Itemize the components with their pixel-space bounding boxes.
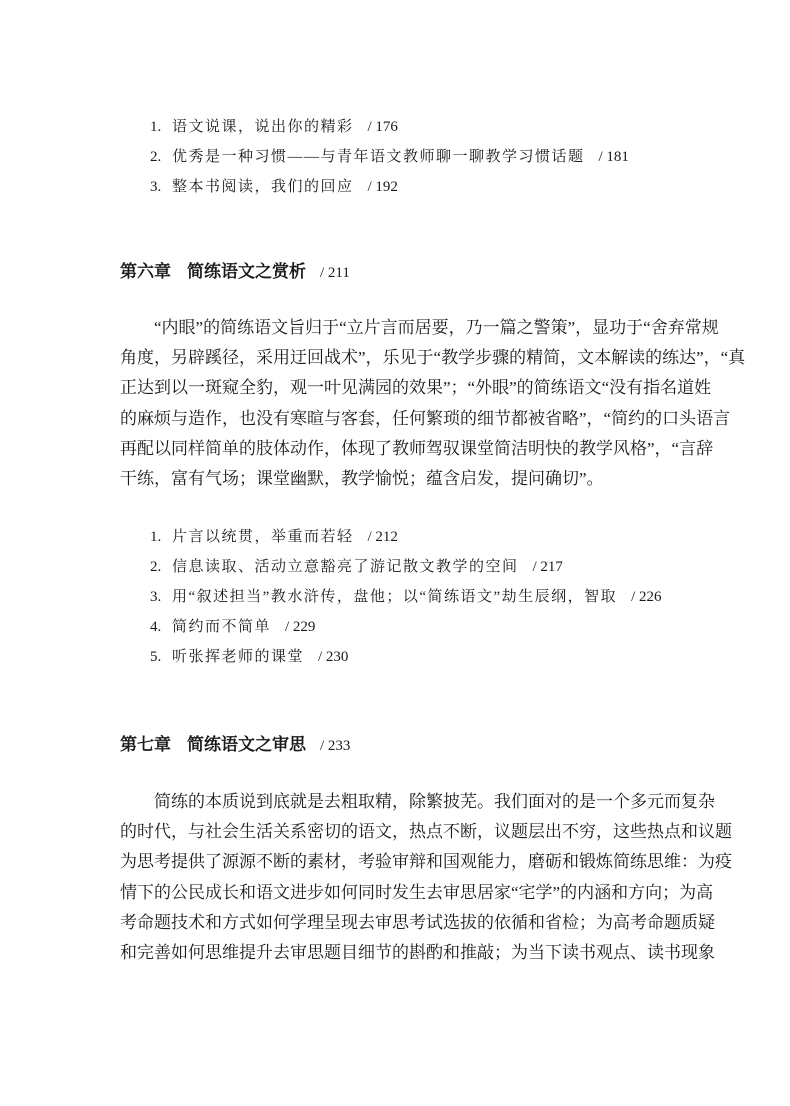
toc-item-page: / 226 (631, 589, 662, 605)
toc-item[interactable]: 1. 片言以统贯，举重而若轻 / 212 (150, 529, 398, 545)
toc-item-page: / 229 (285, 619, 316, 635)
summary-line: 考命题技术和方式如何学理呈现去审思考试选拔的依循和省检；为高考命题质疑 (120, 912, 715, 932)
toc-item-title: 听张挥老师的课堂 (172, 649, 305, 665)
summary-line: 为思考提供了源源不断的素材，考验审辩和国观能力，磨砺和锻炼简练思维：为疫 (120, 852, 732, 872)
toc-item[interactable]: 1. 语文说课，说出你的精彩 / 176 (150, 119, 398, 135)
summary-line: 正达到以一斑窥全豹，观一叶见满园的效果”；“外眼”的简练语文“没有指名道姓 (120, 378, 712, 398)
toc-item-title: 整本书阅读，我们的回应 (172, 179, 354, 195)
summary-line: 的时代，与社会生活关系密切的语文，热点不断，议题层出不穷，这些热点和议题 (120, 822, 732, 842)
toc-item-title: 语文说课，说出你的精彩 (172, 119, 354, 135)
toc-item[interactable]: 2. 信息读取、活动立意豁亮了游记散文教学的空间 / 217 (150, 559, 563, 575)
toc-item-title: 优秀是一种习惯——与青年语文教师聊一聊教学习惯话题 (172, 149, 585, 165)
chapter-label: 第六章 (120, 262, 171, 281)
toc-item-page: / 217 (532, 559, 563, 575)
chapter-name: 简练语文之赏析 (187, 262, 306, 281)
toc-item[interactable]: 5. 听张挥老师的课堂 / 230 (150, 649, 349, 665)
summary-line: 再配以同样简单的肢体动作，体现了教师驾驭课堂简洁明快的教学风格”，“言辞 (120, 438, 714, 458)
chapter7-summary (120, 787, 732, 968)
toc-item-title: 简约而不简单 (172, 619, 272, 635)
chapter-page: / 211 (320, 265, 350, 281)
summary-line: 干练，富有气场；课堂幽默，教学愉悦；蕴含启发，提问确切”。 (120, 468, 604, 488)
toc-item[interactable]: 3. 整本书阅读，我们的回应 / 192 (150, 179, 398, 195)
summary-line: 的麻烦与造作，也没有寒暄与客套，任何繁琐的细节都被省略”，“简约的口头语言 (120, 408, 731, 428)
toc-item-page: / 176 (367, 119, 398, 135)
summary-line: 角度，另辟蹊径，采用迂回战术”，乐见于“教学步骤的精简，文本解读的练达”，“真 (120, 348, 746, 368)
toc-item-title: 用“叙述担当”教水浒传，盘他；以“简练语文”劫生辰纲，智取 (172, 589, 618, 605)
summary-line: 简练的本质说到底就是去粗取精，除繁披芜。我们面对的是一个多元而复杂 (154, 792, 715, 811)
chapter6-heading[interactable] (120, 261, 350, 284)
chapter-page: / 233 (320, 738, 351, 754)
chapter7-heading[interactable] (120, 734, 350, 757)
summary-line: “内眼”的简练语文旨归于“立片言而居要，乃一篇之警策”，显功于“舍弃常规 (154, 318, 719, 337)
toc-item-title: 片言以统贯，举重而若轻 (172, 529, 354, 545)
toc-item-title: 信息读取、活动立意豁亮了游记散文教学的空间 (172, 559, 519, 575)
summary-line: 和完善如何思维提升去审思题目细节的斟酌和推敲；为当下读书观点、读书现象 (120, 942, 715, 962)
toc-item-page: / 212 (367, 529, 398, 545)
toc-item[interactable]: 3. 用“叙述担当”教水浒传，盘他；以“简练语文”劫生辰纲，智取 / 226 (150, 589, 662, 605)
toc-item-page: / 192 (367, 179, 398, 195)
summary-line: 情下的公民成长和语文进步如何同时发生去审思居家“宅学”的内涵和方向；为高 (120, 882, 714, 902)
toc-item[interactable]: 4. 简约而不简单 / 229 (150, 619, 316, 635)
chapter6-summary (120, 313, 746, 494)
chapter-label: 第七章 (120, 735, 171, 754)
toc-item-page: / 230 (318, 649, 349, 665)
toc-item-page: / 181 (598, 149, 629, 165)
chapter-name: 简练语文之审思 (187, 735, 306, 754)
toc-item[interactable]: 2. 优秀是一种习惯——与青年语文教师聊一聊教学习惯话题 / 181 (150, 149, 629, 165)
